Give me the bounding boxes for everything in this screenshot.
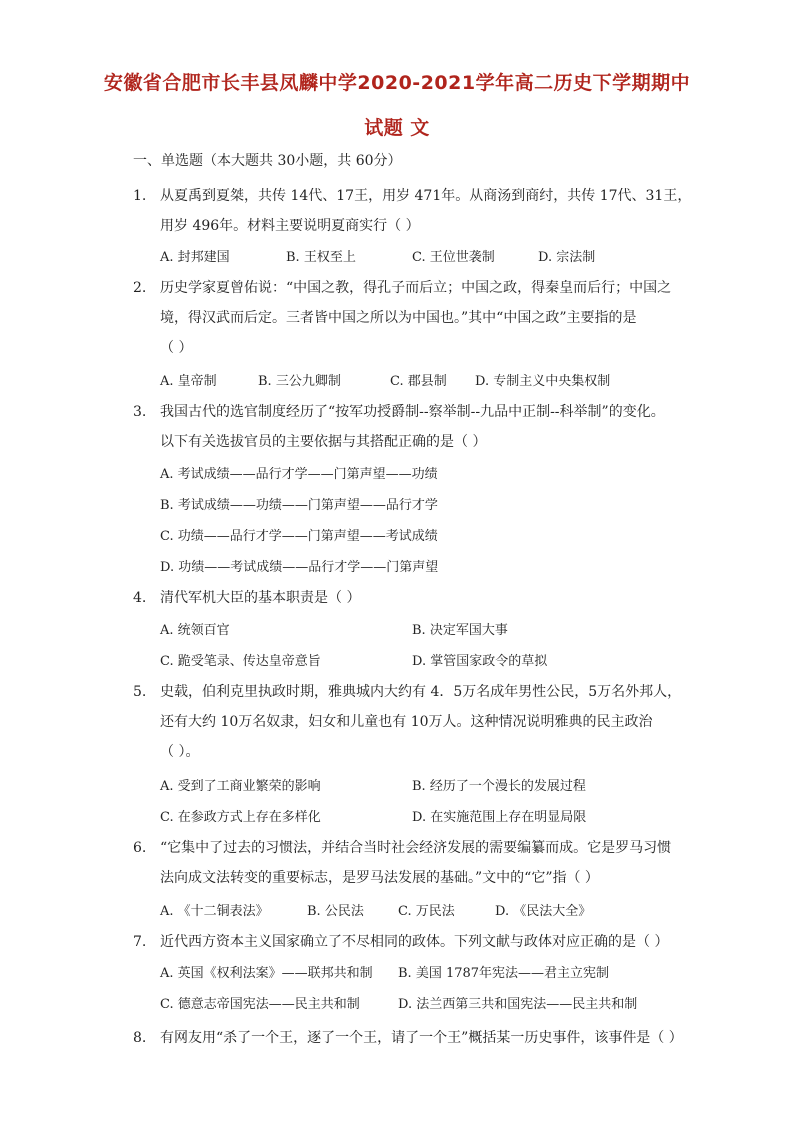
question-number: 3. — [133, 404, 147, 420]
option-d: D. 掌管国家政令的草拟 — [412, 654, 548, 669]
question-text-line: 法向成文法转变的重要标志，是罗马法发展的基础。”文中的“它”指（ ） — [160, 870, 599, 886]
question-number: 6. — [133, 840, 147, 856]
option-a: A. 封邦建国 — [160, 250, 230, 265]
question-text-line: 从夏禹到夏桀，共传 14代、17王，用岁 471年。从商汤到商纣，共传 17代、31王， — [160, 188, 692, 204]
question-text-line: 清代军机大臣的基本职责是（ ） — [160, 590, 361, 606]
question-text-line: 用岁 496年。材料主要说明夏商实行（ ） — [160, 218, 420, 234]
option-d: D. 专制主义中央集权制 — [475, 374, 611, 389]
option-c: C. 万民法 — [398, 904, 455, 919]
option-a: A. 《十二铜表法》 — [160, 904, 269, 919]
option-a: A. 考试成绩——品行才学——门第声望——功绩 — [160, 467, 438, 482]
option-c: C. 德意志帝国宪法——民主共和制 — [160, 997, 360, 1012]
option-c: C. 郡县制 — [390, 374, 447, 389]
option-d: D. 《民法大全》 — [495, 904, 592, 919]
option-c: C. 功绩——品行才学——门第声望——考试成绩 — [160, 529, 438, 544]
option-c: C. 在参政方式上存在多样化 — [160, 810, 321, 825]
option-c: C. 王位世袭制 — [412, 250, 495, 265]
document-title-line-2: 试题 文 — [364, 117, 430, 139]
question-text-line: 还有大约 10万名奴隶，妇女和儿童也有 10万人。这种情况说明雅典的民主政治 — [160, 714, 653, 730]
question-number: 4. — [133, 590, 147, 606]
question-number: 2. — [133, 280, 147, 296]
question-text-line: 境，得汉武而后定。三者皆中国之所以为中国也。”其中“中国之政”主要指的是 — [160, 310, 637, 326]
option-b: B. 决定军国大事 — [412, 623, 508, 638]
question-text-line: 以下有关选拔官员的主要依据与其搭配正确的是（ ） — [160, 434, 487, 450]
option-a: A. 统领百官 — [160, 623, 230, 638]
question-text-line: “它集中了过去的习惯法，并结合当时社会经济发展的需要编纂而成。它是罗马习惯 — [160, 840, 672, 856]
option-b: B. 考试成绩——功绩——门第声望——品行才学 — [160, 498, 438, 513]
document-title-line-1: 安徽省合肥市长丰县凤麟中学2020-2021学年高二历史下学期期中 — [103, 72, 691, 94]
option-d: D. 在实施范围上存在明显局限 — [412, 810, 587, 825]
option-d: D. 功绩——考试成绩——品行才学——门第声望 — [160, 560, 439, 575]
option-c: C. 跪受笔录、传达皇帝意旨 — [160, 654, 321, 669]
question-text-line: （ ）。 — [160, 744, 200, 760]
option-b: B. 公民法 — [307, 904, 364, 919]
question-number: 5. — [133, 684, 147, 700]
question-number: 8. — [133, 1030, 147, 1046]
option-b: B. 美国 1787年宪法——君主立宪制 — [398, 966, 610, 981]
option-b: B. 经历了一个漫长的发展过程 — [412, 779, 586, 794]
question-number: 7. — [133, 934, 147, 950]
section-heading: 一、单选题（本大题共 30小题，共 60分） — [133, 153, 402, 169]
option-d: D. 宗法制 — [538, 250, 596, 265]
question-text-line: 我国古代的选官制度经历了“按军功授爵制--察举制--九品中正制--科举制”的变化。 — [160, 404, 665, 420]
option-a: A. 皇帝制 — [160, 374, 217, 389]
option-a: A. 英国《权利法案》——联邦共和制 — [160, 966, 373, 981]
question-text-line: 历史学家夏曾佑说：“中国之教，得孔子而后立；中国之政，得秦皇而后行；中国之 — [160, 280, 672, 296]
question-text-line: 史载，伯利克里执政时期，雅典城内大约有 4．5万名成年男性公民，5万名外邦人， — [160, 684, 682, 700]
option-a: A. 受到了工商业繁荣的影响 — [160, 779, 321, 794]
question-text-line: 有网友用“杀了一个王，逐了一个王，请了一个王”概括某一历史事件，该事件是（ ） — [160, 1030, 683, 1046]
question-text-line: 近代西方资本主义国家确立了不尽相同的政体。下列文献与政体对应正确的是（ ） — [160, 934, 669, 950]
question-number: 1. — [133, 188, 147, 204]
option-d: D. 法兰西第三共和国宪法——民主共和制 — [398, 997, 638, 1012]
option-b: B. 三公九卿制 — [258, 374, 341, 389]
option-b: B. 王权至上 — [286, 250, 356, 265]
question-text-line: （ ） — [160, 340, 193, 356]
